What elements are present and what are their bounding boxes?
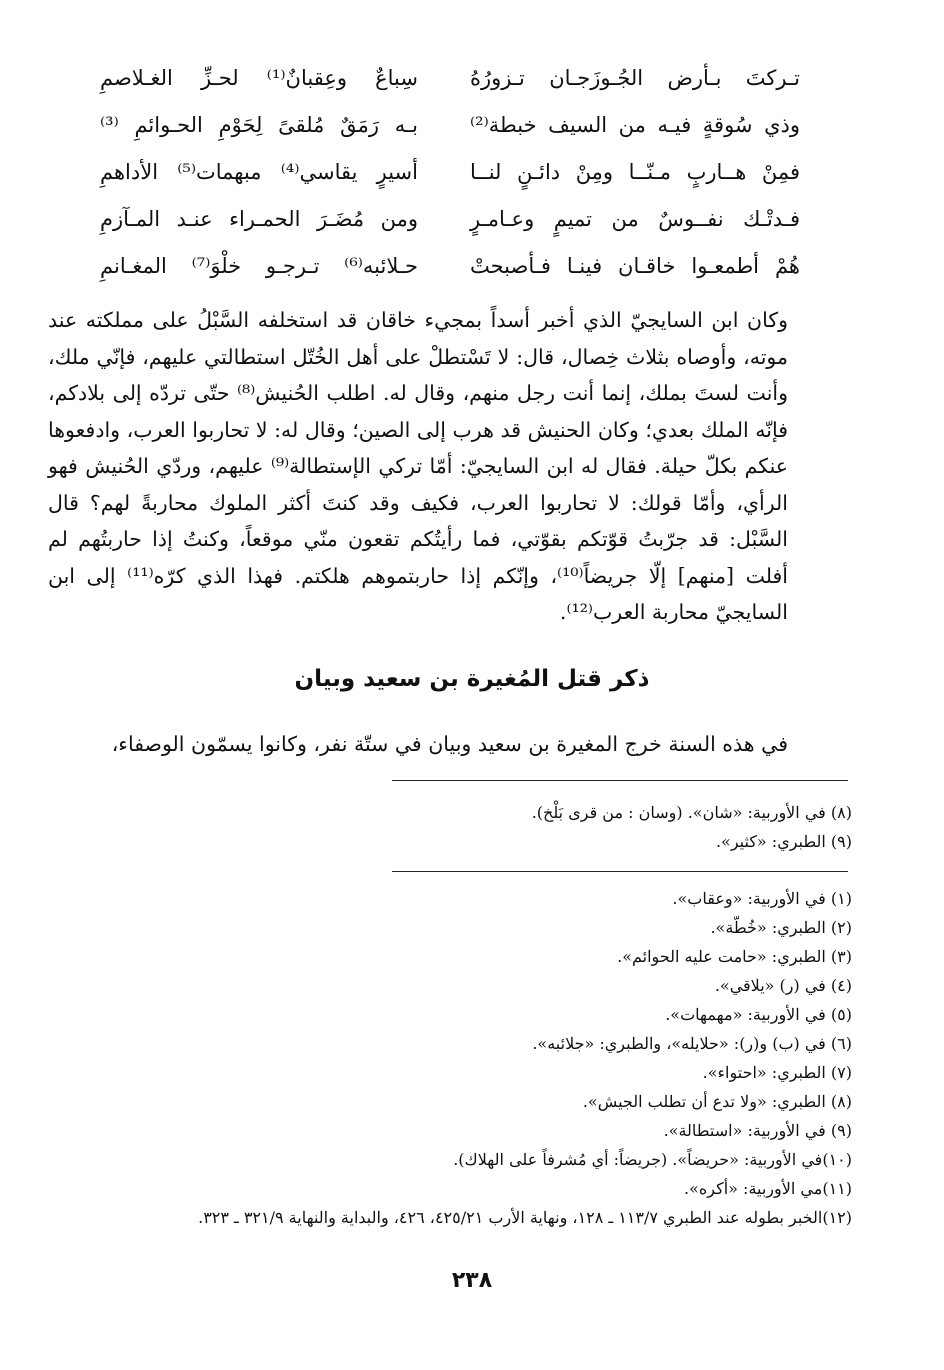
prose-paragraph: وكان ابن السايجيّ الذي أخبر أسداً بمجيء خاقان قد استخلفه السَّبْلُ على مملكته عند موته، وأوصاه بثلاث خِصال، قال: لا تَسْتطلْ على أهل الخُتّل استطالتي عليهم، فإنّي ملك، وأنت لستَ بملك، إنما أنت رجل منهم، وقال له. اطلب الحُنيش⁽⁸⁾ حتّى تردّه إلى بلادكم، فإنّه الملك بعدي؛ وكان الحنيش قد هرب إلى الصين؛ وقال له: لا تحاربوا العرب، وادفعوها عنكم بكلّ حيلة. فقال له ابن السايجيّ: أمّا تركي الإستطالة⁽⁹⁾ عليهم، وردّي الحُنيش فهو الرأي، وأمّا قولك: لا تحاربوا العرب، فكيف وقد كنتَ أكثر الملوك محاربةً لهم؟ قال السَّبْل: قد جرّبتُ قوّتكم بقوّتي، فما رأيتُكم تقعون منّي موقعاً، وكنتُ إذا حاربتُهم لم أفلت [منهم] إلّا جريضاً⁽¹⁰⁾، وإنّكم إذا حاربتموهم هلكتم. فهذا الذي كرّه⁽¹¹⁾ إلى ابن السايجيّ محاربة العرب⁽¹²⁾. bbox=[48, 308, 788, 624]
verse-second-hemistich: سِباعٌ وعِقبانٌ⁽¹⁾ لحـزِّ الغـلاصمِ bbox=[100, 66, 418, 90]
carryover-footnotes bbox=[52, 798, 852, 856]
footnote: (١١)مي الأوربية: «أكره». bbox=[684, 1179, 852, 1198]
footnotes bbox=[52, 884, 852, 1232]
page-number: ٢٣٨ bbox=[451, 1268, 493, 1293]
footnote: (٨) في الأوربية: «شان». (وسان : من قرى بَلْخ). bbox=[531, 803, 852, 822]
prose-paragraph-2: في هذه السنة خرج المغيرة بن سعيد وبيان في ستّة نفر، وكانوا يسمّون الوصفاء، bbox=[111, 732, 788, 756]
prose-section-2 bbox=[48, 726, 788, 762]
footnote: (٢) الطبري: «خُطّة». bbox=[710, 918, 852, 937]
verse-second-hemistich: أسيرٍ يقاسي⁽⁴⁾ مبهمات⁽⁵⁾ الأداهمِ bbox=[100, 160, 418, 184]
footnote-divider bbox=[392, 780, 848, 781]
poem-verse bbox=[100, 199, 800, 246]
poem-verse bbox=[100, 58, 800, 105]
section-heading: ذكر قتل المُغيرة بن سعيد وبيان bbox=[294, 666, 650, 692]
footnote-divider-2 bbox=[392, 871, 848, 872]
footnote: (١٢)الخبر بطوله عند الطبري ١١٣/٧ ـ ١٢٨، ونهاية الأرب ٤٢٥/٢١، ٤٢٦، والبداية والنهاية ٣٢١/٩ ـ ٣٢٣. bbox=[198, 1208, 852, 1227]
verse-second-hemistich: بـه رَمَقٌ مُلقىً لِحَوْمِ الحـوائمِ ⁽³⁾ bbox=[100, 113, 418, 137]
poem bbox=[100, 58, 800, 293]
verse-first-hemistich: تـركتَ بـأرض الجُـوزَجـان تـزورُهُ bbox=[470, 66, 800, 90]
poem-verse bbox=[100, 105, 800, 152]
poem-verse bbox=[100, 152, 800, 199]
footnote: (١٠)في الأوربية: «حريضاً». (جريضاً: أي مُشرفاً على الهلاك). bbox=[453, 1150, 852, 1169]
footnote: (٨) الطبري: «ولا تدع أن تطلب الجيش». bbox=[582, 1092, 852, 1111]
footnote: (١) في الأوربية: «وعقاب». bbox=[672, 889, 852, 908]
prose-section bbox=[48, 302, 788, 631]
footnote: (٤) في (ر) «يلاقي». bbox=[714, 976, 852, 995]
verse-second-hemistich: ومن مُضَـرَ الحمـراء عنـد المـآزمِ bbox=[100, 207, 418, 231]
footnote: (٦) في (ب) و(ر): «حلايله»، والطبري: «جلائبه». bbox=[532, 1034, 852, 1053]
footnote: (٩) الطبري: «كثير». bbox=[715, 832, 852, 851]
footnote: (٩) في الأوربية: «استطالة». bbox=[663, 1121, 852, 1140]
footnote: (٧) الطبري: «احتواء». bbox=[702, 1063, 852, 1082]
footnote: (٥) في الأوربية: «مهمهات». bbox=[665, 1005, 852, 1024]
verse-second-hemistich: حـلائبه⁽⁶⁾ تـرجـو خلْوَ⁽⁷⁾ المغـانمِ bbox=[100, 254, 418, 278]
verse-first-hemistich: فمِنْ هــاربٍ مـنّــا ومِنْ دائـنٍ لنــا bbox=[470, 160, 800, 184]
verse-first-hemistich: هُمْ أطمعـوا خاقـان فينـا فـأصبحتْ bbox=[470, 254, 800, 278]
verse-first-hemistich: فـدتْـك نفــوسٌ من تميمٍ وعـامـرٍ bbox=[470, 207, 800, 231]
poem-verse bbox=[100, 246, 800, 293]
verse-first-hemistich: وذي سُوقةٍ فيـه من السيف خبطة⁽²⁾ bbox=[470, 113, 800, 137]
footnote: (٣) الطبري: «حامت عليه الحوائم». bbox=[617, 947, 852, 966]
